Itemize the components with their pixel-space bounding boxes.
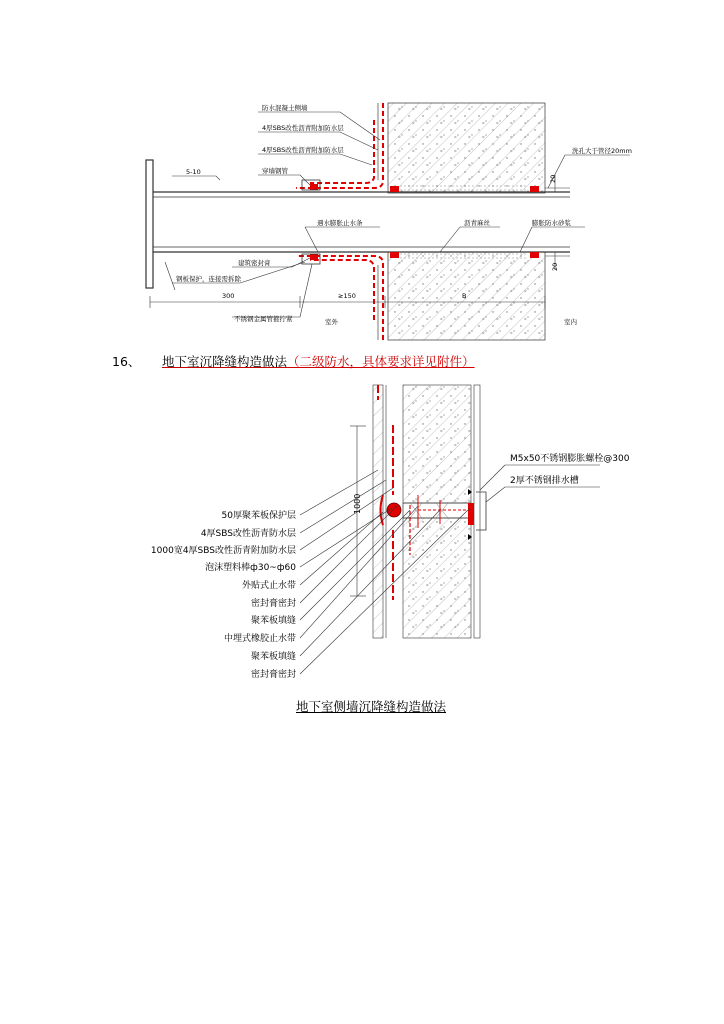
label-rubber-waterstop: 中埋式橡胶止水带: [223, 634, 296, 644]
label-steel-plate-protect: 钢板保护，连接需拆除: [176, 275, 241, 283]
section-note: （二级防水，具体要求详见附件）: [287, 354, 475, 369]
label-expansion-bolt: M5x50不锈钢膨胀螺栓@300: [510, 454, 630, 464]
label-sealant-2: 密封膏密封: [250, 670, 296, 680]
settlement-joint-diagram: [0, 375, 724, 695]
stainless-drain-channel: [468, 503, 474, 525]
label-sbs-additional: 1000宽4厚SBS改性沥青附加防水层: [150, 546, 296, 556]
label-asphalt-hemp: 沥青麻丝: [464, 219, 490, 227]
label-sbs-layer-1: 4厚SBS改性沥青附加防水层: [262, 124, 344, 132]
label-through-wall-pipe: 穿墙钢管: [262, 167, 288, 175]
label-dim-5-10: 5-10: [186, 168, 201, 176]
label-sbs-waterproof: 4厚SBS改性沥青防水层: [200, 529, 296, 539]
diagram-caption: 地下室侧墙沉降缝构造做法: [296, 699, 447, 714]
label-outdoor: 室外: [325, 318, 338, 326]
label-dim-20-bottom: 20: [551, 262, 559, 271]
section-heading: [112, 352, 475, 370]
label-sealant-1: 密封膏密封: [250, 599, 296, 609]
label-dim-1000: 1000: [353, 493, 362, 514]
label-expansion-mortar: 膨胀防水砂浆: [532, 219, 571, 227]
section-title: 地下室沉降缝构造做法: [162, 354, 288, 369]
label-swelling-stop-strip: 遇水膨胀止水条: [317, 219, 363, 227]
label-polystyrene-fill-2: 聚苯板填缝: [250, 652, 296, 662]
label-drain-channel: 2厚不锈钢排水槽: [510, 476, 579, 486]
label-dim-150: ≥150: [338, 292, 356, 300]
label-foam-rod: 泡沫塑料棒ф30~ф60: [205, 563, 296, 573]
label-dim-300: 300: [222, 292, 235, 300]
label-hole-note: 洗孔大于管径20mm: [572, 147, 632, 155]
label-dim-20-top: 20: [549, 174, 557, 183]
drain-channel-outline: [476, 492, 486, 530]
label-waterproof-concrete-wall: 防水混凝土侧墙: [262, 104, 308, 112]
label-protection-board: 50厚聚苯板保护层: [221, 511, 296, 521]
pipe-penetration-diagram: [0, 0, 724, 345]
label-polystyrene-fill-1: 聚苯板填缝: [250, 616, 296, 626]
label-stainless-clamp: 不锈钢金属管箍拧紧: [234, 315, 293, 323]
label-external-waterstop: 外贴式止水带: [241, 581, 296, 591]
steel-end-plate: [146, 160, 153, 288]
label-sbs-layer-2: 4厚SBS改性沥青附加防水层: [262, 146, 344, 154]
label-sealant: 建筑密封膏: [238, 259, 271, 267]
label-indoor: 室内: [564, 318, 577, 326]
section-number: 16、: [112, 354, 141, 369]
label-dim-B: B: [462, 292, 467, 300]
